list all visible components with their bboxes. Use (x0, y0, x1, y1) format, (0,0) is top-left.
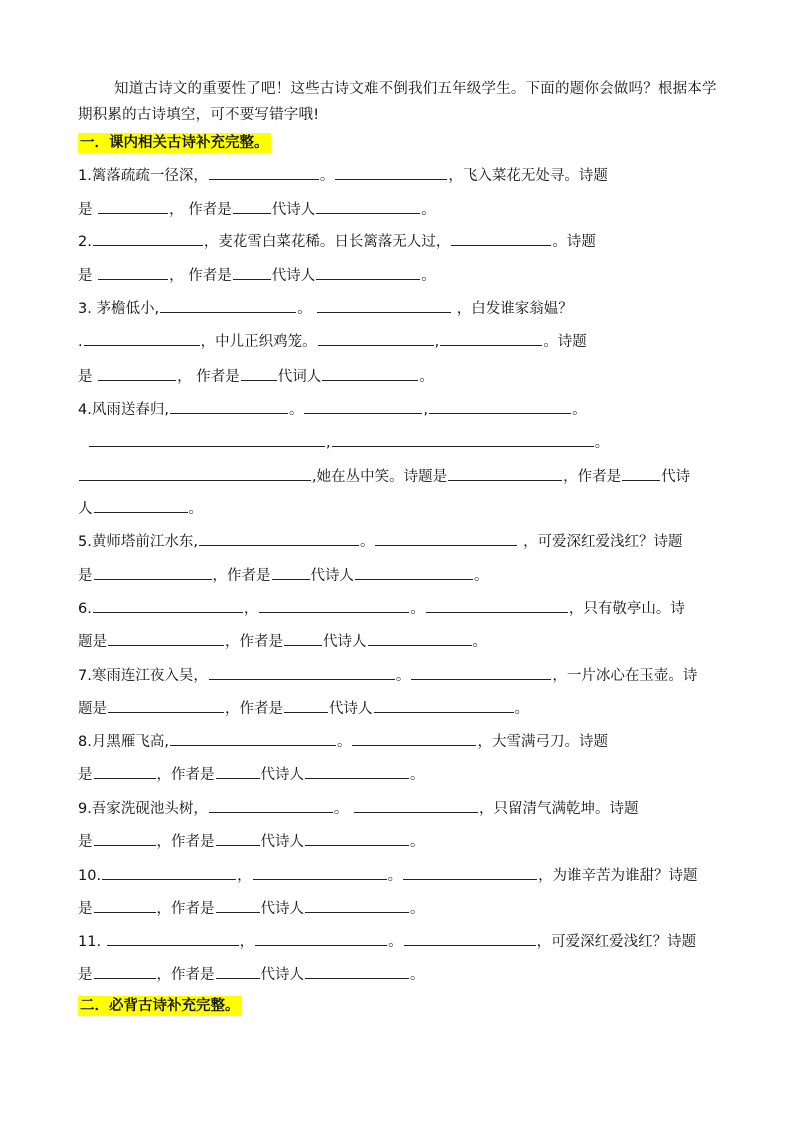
answer-blank[interactable] (255, 930, 387, 946)
answer-blank[interactable] (317, 297, 451, 313)
q4-line-1: 4.风雨送春归, 。 , 。 (78, 398, 587, 420)
answer-blank[interactable] (94, 497, 188, 513)
q5-line-1: 5.黄师塔前江水东, 。 ，可爱深红爱浅红？诗题 (78, 530, 683, 552)
q5-line-2: 是 ，作者是 代诗人 。 (78, 564, 489, 586)
answer-blank[interactable] (94, 564, 212, 580)
answer-blank[interactable] (108, 630, 224, 646)
answer-blank[interactable] (375, 530, 517, 546)
answer-blank[interactable] (94, 897, 156, 913)
answer-blank[interactable] (216, 763, 260, 779)
q2-line-1: 2. ，麦花雪白菜花稀。日长篱落无人过， 。诗题 (78, 230, 596, 252)
answer-blank[interactable] (199, 530, 359, 546)
answer-blank[interactable] (322, 365, 418, 381)
answer-blank[interactable] (94, 963, 156, 979)
answer-blank[interactable] (93, 230, 203, 246)
answer-blank[interactable] (93, 597, 243, 613)
answer-blank[interactable] (404, 930, 536, 946)
answer-blank[interactable] (316, 264, 420, 280)
answer-blank[interactable] (426, 597, 568, 613)
answer-blank[interactable] (305, 963, 409, 979)
answer-blank[interactable] (98, 198, 168, 214)
answer-blank[interactable] (272, 564, 310, 580)
answer-blank[interactable] (160, 297, 296, 313)
q3-line-1: 3. 茅檐低小, 。 ，白发谁家翁媪？ (78, 297, 573, 319)
q11-line-2: 是 ，作者是 代诗人 。 (78, 963, 425, 985)
answer-blank[interactable] (622, 465, 660, 481)
answer-blank[interactable] (98, 365, 176, 381)
answer-blank[interactable] (316, 198, 420, 214)
answer-blank[interactable] (429, 398, 571, 414)
q7-line-1: 7.寒雨连江夜入吴， 。 ，一片冰心在玉壶。诗 (78, 664, 697, 686)
answer-blank[interactable] (259, 597, 409, 613)
answer-blank[interactable] (305, 763, 409, 779)
answer-blank[interactable] (451, 230, 551, 246)
answer-blank[interactable] (233, 264, 271, 280)
answer-blank[interactable] (94, 830, 156, 846)
q4-line-4: 人 。 (78, 497, 203, 519)
answer-blank[interactable] (241, 365, 277, 381)
answer-blank[interactable] (79, 465, 311, 481)
answer-blank[interactable] (233, 198, 271, 214)
q1-line-2: 是 ， 作者是 代诗人 。 (78, 198, 436, 220)
q8-line-2: 是 ，作者是 代诗人 。 (78, 763, 425, 785)
q4-line-3: ,她在丛中笑。诗题是 ，作者是 代诗 (78, 465, 690, 487)
intro-paragraph: 知道古诗文的重要性了吧！这些古诗文难不倒我们五年级学生。下面的题你会做吗？根据本学期积累的古诗填空，可不要写错字哦! (78, 81, 717, 123)
q1-line-1: 1.篱落疏疏一径深， 。 ，飞入菜花无处寻。诗题 (78, 164, 608, 186)
answer-blank[interactable] (374, 697, 514, 713)
section-2-heading: 二．必背古诗补充完整。 (80, 998, 240, 1014)
q10-line-1: 10. ， 。 ，为谁辛苦为谁甜？诗题 (78, 864, 698, 886)
q9-line-1: 9.吾家洗砚池头树， 。 ，只留清气满乾坤。诗题 (78, 797, 638, 819)
answer-blank[interactable] (332, 431, 594, 447)
answer-blank[interactable] (209, 797, 333, 813)
answer-blank[interactable] (216, 897, 260, 913)
q9-line-2: 是 ，作者是 代诗人 。 (78, 830, 425, 852)
answer-blank[interactable] (84, 330, 200, 346)
q3-line-3: 是 ， 作者是 代词人 。 (78, 365, 434, 387)
answer-blank[interactable] (170, 730, 336, 746)
answer-blank[interactable] (216, 963, 260, 979)
q10-line-2: 是 ，作者是 代诗人 。 (78, 897, 425, 919)
answer-blank[interactable] (318, 330, 434, 346)
q7-line-2: 题是 ，作者是 代诗人 。 (78, 697, 529, 719)
q6-line-2: 题是 ，作者是 代诗人 。 (78, 630, 487, 652)
answer-blank[interactable] (284, 697, 328, 713)
answer-blank[interactable] (170, 398, 288, 414)
answer-blank[interactable] (253, 864, 387, 880)
answer-blank[interactable] (209, 664, 395, 680)
section-1-heading: 一．课内相关古诗补充完整。 (80, 135, 269, 151)
answer-blank[interactable] (305, 830, 409, 846)
answer-blank[interactable] (209, 164, 319, 180)
answer-blank[interactable] (448, 465, 562, 481)
q11-line-1: 11. ， 。 ，可爱深红爱浅红？诗题 (78, 930, 696, 952)
answer-blank[interactable] (304, 398, 422, 414)
answer-blank[interactable] (335, 164, 447, 180)
q8-line-1: 8.月黑雁飞高, 。 ，大雪满弓刀。诗题 (78, 730, 608, 752)
answer-blank[interactable] (355, 564, 473, 580)
answer-blank[interactable] (352, 730, 476, 746)
answer-blank[interactable] (102, 864, 236, 880)
answer-blank[interactable] (284, 630, 322, 646)
answer-blank[interactable] (440, 330, 542, 346)
answer-blank[interactable] (107, 930, 239, 946)
answer-blank[interactable] (403, 864, 537, 880)
answer-blank[interactable] (411, 664, 551, 680)
q6-line-1: 6. ， 。 ，只有敬亭山。诗 (78, 597, 685, 619)
answer-blank[interactable] (108, 697, 224, 713)
answer-blank[interactable] (368, 630, 472, 646)
answer-blank[interactable] (89, 431, 325, 447)
answer-blank[interactable] (305, 897, 409, 913)
answer-blank[interactable] (94, 763, 156, 779)
q4-line-2: , 。 (78, 431, 609, 453)
q3-line-2: . ，中儿正织鸡笼。 , 。诗题 (78, 330, 587, 352)
answer-blank[interactable] (354, 797, 478, 813)
q2-line-2: 是 ， 作者是 代诗人 。 (78, 264, 436, 286)
answer-blank[interactable] (98, 264, 168, 280)
answer-blank[interactable] (216, 830, 260, 846)
